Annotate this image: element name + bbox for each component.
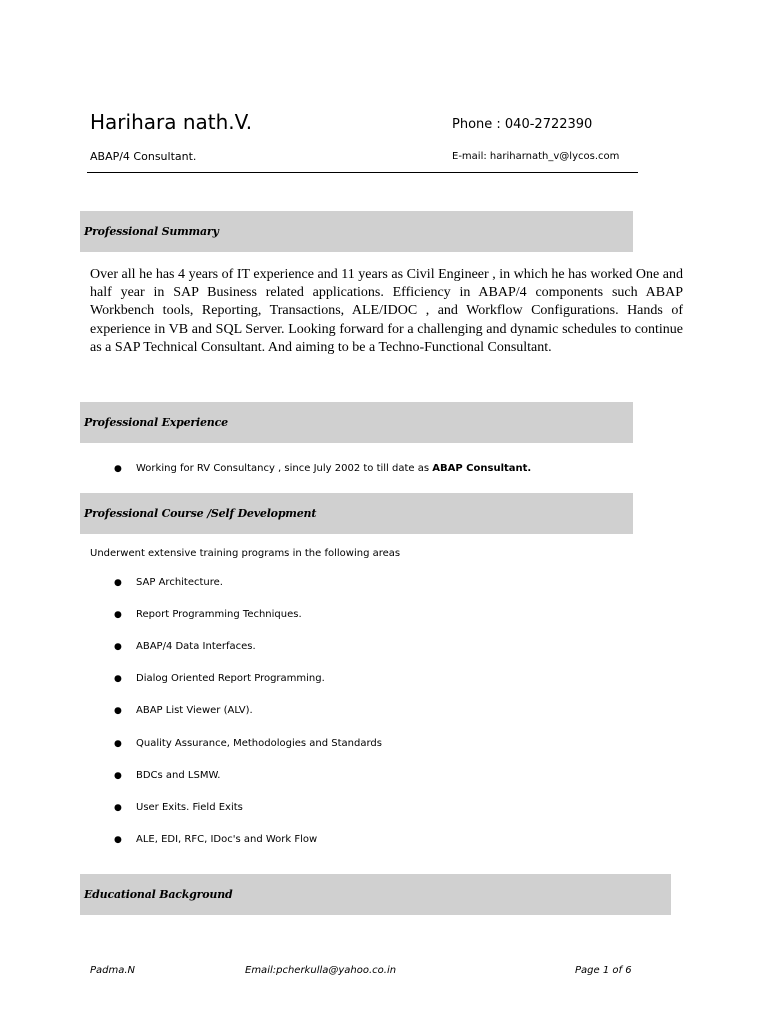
bullet-icon: ● bbox=[114, 803, 122, 813]
page-number: Page 1 of 6 bbox=[575, 965, 632, 976]
candidate-name: Harihara nath.V. bbox=[90, 110, 253, 134]
course-item bbox=[114, 673, 325, 684]
bullet-icon: ● bbox=[114, 835, 122, 845]
section-header-experience bbox=[80, 402, 633, 443]
bullet-icon: ● bbox=[114, 578, 122, 588]
course-item-label: BDCs and LSMW. bbox=[136, 770, 221, 781]
course-item-label: ALE, EDI, RFC, IDoc's and Work Flow bbox=[136, 834, 318, 845]
course-item bbox=[114, 641, 256, 652]
course-item bbox=[114, 577, 223, 588]
course-item-label: User Exits. Field Exits bbox=[136, 802, 243, 813]
bullet-icon: ● bbox=[114, 706, 122, 716]
course-item bbox=[114, 609, 302, 620]
course-item-label: ABAP List Viewer (ALV). bbox=[136, 705, 253, 716]
experience-role: ABAP Consultant. bbox=[432, 463, 532, 474]
section-header-education bbox=[80, 874, 671, 915]
header-divider bbox=[87, 172, 638, 173]
bullet-icon: ● bbox=[114, 739, 122, 749]
experience-text: Working for RV Consultancy , since July 2002 to till date as bbox=[136, 463, 433, 474]
course-intro: Underwent extensive training programs in the following areas bbox=[90, 548, 401, 559]
course-item-label: SAP Architecture. bbox=[136, 577, 223, 588]
summary-paragraph: Over all he has 4 years of IT experience and 11 years as Civil Engineer , in which he has worked One and half year in SAP Business related applications. Efficiency in ABAP/4 components such ABAP Workbench tools, Reporting, Transactions, ALE/IDOC , and Workflow Configurations. Hands of experience in VB and SQL Server. Looking forward for a challenging and dynamic schedules to continue as a SAP Technical Consultant. And aiming to be a Techno-Functional Consultant. bbox=[90, 267, 683, 355]
candidate-role: ABAP/4 Consultant. bbox=[90, 150, 197, 163]
bullet-icon: ● bbox=[114, 610, 122, 620]
section-title: Educational Background bbox=[84, 888, 233, 901]
phone-number: Phone : 040-2722390 bbox=[452, 117, 593, 132]
bullet-icon: ● bbox=[114, 771, 122, 781]
course-item-label: Dialog Oriented Report Programming. bbox=[136, 673, 325, 684]
bullet-icon: ● bbox=[114, 642, 122, 652]
section-header-course bbox=[80, 493, 633, 534]
course-item-label: ABAP/4 Data Interfaces. bbox=[136, 641, 256, 652]
bullet-icon: ● bbox=[114, 674, 122, 684]
footer-email: Email:pcherkulla@yahoo.co.in bbox=[245, 965, 397, 976]
course-item bbox=[114, 738, 382, 749]
section-title: Professional Summary bbox=[84, 225, 219, 238]
bullet-icon: ● bbox=[114, 464, 122, 474]
course-item-label: Report Programming Techniques. bbox=[136, 609, 302, 620]
section-title: Professional Course /Self Development bbox=[84, 507, 317, 520]
footer-author: Padma.N bbox=[90, 965, 136, 976]
section-header-summary bbox=[80, 211, 633, 252]
course-item-label: Quality Assurance, Methodologies and Standards bbox=[136, 738, 382, 749]
experience-item bbox=[114, 463, 531, 474]
section-title: Professional Experience bbox=[84, 416, 228, 429]
course-item bbox=[114, 770, 220, 781]
email-address: E-mail: hariharnath_v@lycos.com bbox=[452, 151, 620, 162]
course-item bbox=[114, 705, 253, 716]
course-item bbox=[114, 802, 243, 813]
course-item bbox=[114, 834, 317, 845]
